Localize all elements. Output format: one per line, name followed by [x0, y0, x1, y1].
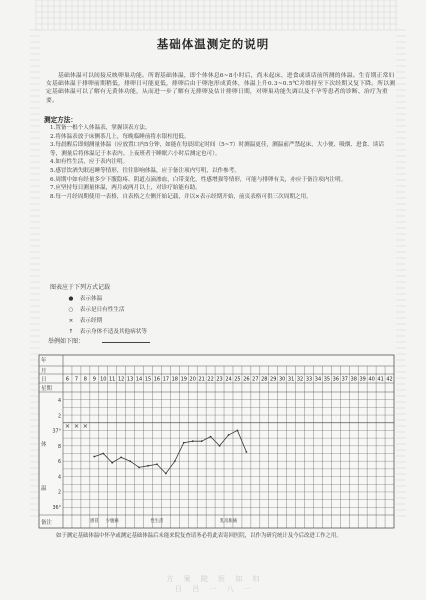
day-number: 16 — [153, 376, 161, 383]
row-label-weekday: 星期 — [41, 386, 52, 392]
day-number: 20 — [189, 376, 196, 383]
day-number: 39 — [359, 376, 366, 383]
day-number: 31 — [287, 376, 295, 383]
day-number: 13 — [126, 376, 134, 383]
menses-mark: × — [73, 421, 80, 430]
day-number: 37 — [341, 376, 348, 383]
temp-tick-label: 37° — [52, 429, 61, 435]
temperature-point — [102, 453, 104, 455]
temperature-point — [147, 465, 149, 467]
remark-text: 性生活 — [150, 519, 164, 524]
temperature-point — [210, 436, 212, 438]
day-number: 18 — [171, 376, 179, 383]
day-number: 6 — [65, 376, 70, 383]
temperature-point — [228, 434, 230, 436]
temperature-point — [183, 442, 185, 444]
remark-text: 乳房胀痛 — [219, 519, 238, 524]
intro-paragraph: 基础体温可以间接反映卵巢功能。所谓基础体温，即个体休息6~8小时后，尚未起床、进食或谈话前所测的体温。生育期正常妇女基础体温于排卵前期稍低，排卵日可能更低，排卵后由于卵泡形成黄体，体温上升0.3~0.5℃并维持至下次经期又复下降。所以测定基础体温可以了解有无黄体功能，从而进一步了解有无排卵及估计排卵日期，对卵巢功能失调以及不孕等患者的诊断、治疗为重要。 — [46, 73, 396, 104]
day-number: 7 — [74, 376, 79, 383]
row-label-month: 月 — [41, 368, 47, 375]
day-number: 24 — [225, 376, 232, 383]
day-number: 35 — [323, 376, 331, 383]
method-item: 3.每晨醒后即刻测量体温（应放置口内5分钟，如能在每晨固定时间（5~7）时测温更佳，测温前严禁起床、大小便、吸烟、进食、谈话等，测量后将体温记于本表内。上夜班者于睡眠六小时后测定也可）。 — [50, 142, 384, 157]
method-item: 4.如有性生活，应于表内注明。 — [50, 159, 129, 166]
day-number: 9 — [92, 376, 96, 383]
faded-stamp — [130, 574, 300, 594]
day-number: 11 — [109, 376, 116, 383]
temperature-point — [138, 466, 140, 468]
day-number: 38 — [350, 376, 357, 383]
temperature-point — [120, 456, 122, 458]
method-item: 2.将体温表放于床侧茶几上，每晚临睡前将水银柱甩低。 — [50, 133, 190, 140]
temp-tick-label: 6 — [57, 460, 61, 466]
day-number: 27 — [252, 376, 259, 383]
day-number: 23 — [216, 376, 223, 383]
temperature-point — [93, 456, 95, 458]
temp-tick-label: 4 — [57, 399, 61, 404]
day-number: 10 — [100, 376, 107, 383]
method-item: 1.置备一根个人体温表，掌握读表方法。 — [50, 125, 151, 131]
temperature-point — [237, 430, 239, 432]
menses-mark: × — [82, 421, 89, 430]
stamp-line: 日 吕 一 八 一 — [175, 585, 255, 593]
method-item: 6.周期中如有经量多少下腹隐疼、阴道点滴渗血，白带变化，性感增强等情形，可能与排卵有关，亦应于备注项内注明。 — [50, 176, 347, 183]
day-number: 32 — [296, 376, 304, 383]
temp-tick-label: 4 — [57, 475, 61, 481]
circle-icon: ○ — [68, 307, 74, 313]
temperature-point — [192, 440, 194, 442]
day-number: 36 — [332, 376, 340, 383]
temp-tick-label: 8 — [57, 444, 61, 450]
day-number: 21 — [198, 376, 205, 383]
day-number: 12 — [117, 376, 125, 383]
example-label: 举例如下图： — [48, 338, 85, 345]
remark-text: 少腹痛 — [105, 519, 119, 524]
legend-text: 表示体温 — [79, 296, 103, 302]
document-title: 基础体温测定的说明 — [156, 37, 270, 51]
day-number: 14 — [135, 376, 143, 383]
remark-text: 感冒 — [90, 519, 99, 524]
legend-text: 表示是日有性生活 — [79, 307, 125, 313]
day-number: 15 — [144, 376, 152, 383]
row-label-remark: 备注 — [41, 520, 52, 526]
temperature-point — [165, 473, 167, 475]
day-number: 25 — [234, 376, 241, 383]
temperature-point — [174, 460, 176, 462]
row-label-day: 日 — [41, 377, 47, 383]
day-number: 33 — [305, 376, 313, 383]
day-number: 34 — [314, 376, 322, 383]
legend-text: 表示身体不适及其他病状等 — [79, 329, 147, 335]
day-number: 30 — [278, 376, 286, 383]
dot-icon: ● — [68, 296, 74, 302]
legend-text: 表示经期 — [79, 318, 103, 324]
day-number: 17 — [162, 376, 170, 383]
day-number: 42 — [386, 376, 393, 383]
temperature-point — [129, 460, 131, 462]
temperature-point — [245, 451, 247, 453]
arrow-up-icon: ↑ — [68, 329, 74, 335]
method-item: 7.应坚持每日测量体温，两月或两月以上，对诊疗始能有助。 — [50, 185, 201, 192]
method-item: 5.感冒饮酒失眠迟睡等情形，往往影响体温，应于备注项内写明，以作参考。 — [50, 167, 240, 174]
day-number: 40 — [368, 376, 375, 383]
cross-icon: × — [68, 318, 74, 324]
temp-tick-label: 2 — [57, 414, 61, 420]
day-number: 41 — [377, 376, 384, 383]
menses-mark: × — [64, 421, 71, 430]
temp-tick-label: 36° — [52, 506, 61, 511]
row-label-temp: 温 — [41, 486, 47, 492]
day-number: 19 — [180, 376, 187, 383]
temp-tick-label: 2 — [57, 490, 61, 496]
temperature-point — [111, 462, 113, 464]
day-number: 29 — [270, 376, 277, 383]
temperature-point — [156, 463, 158, 465]
footnote: 如于测定基础体温中怀孕或测定基础体温后未能来院复查请务必将此表寄回医院，以作为研究统计及今后改进工作之用。 — [56, 533, 342, 539]
temperature-point — [201, 440, 203, 442]
temperature-point — [219, 445, 221, 447]
method-item: 8.每一月经周期使用一表格，自表格之左侧开始记载，并以×表示经期开始，前页表格可供三次周期之用。 — [50, 193, 312, 200]
day-number: 8 — [83, 376, 87, 383]
method-heading: 测定方法： — [44, 116, 77, 124]
stamp-line: 方 案 院 医 如 妇 — [166, 575, 264, 583]
day-number: 28 — [261, 376, 268, 383]
legend-heading: 图表应于下列方式记载 — [50, 284, 111, 291]
day-number: 22 — [207, 376, 214, 383]
row-label-temp: 体 — [41, 442, 47, 448]
row-label-year: 年 — [41, 358, 47, 364]
day-number: 26 — [243, 376, 250, 383]
